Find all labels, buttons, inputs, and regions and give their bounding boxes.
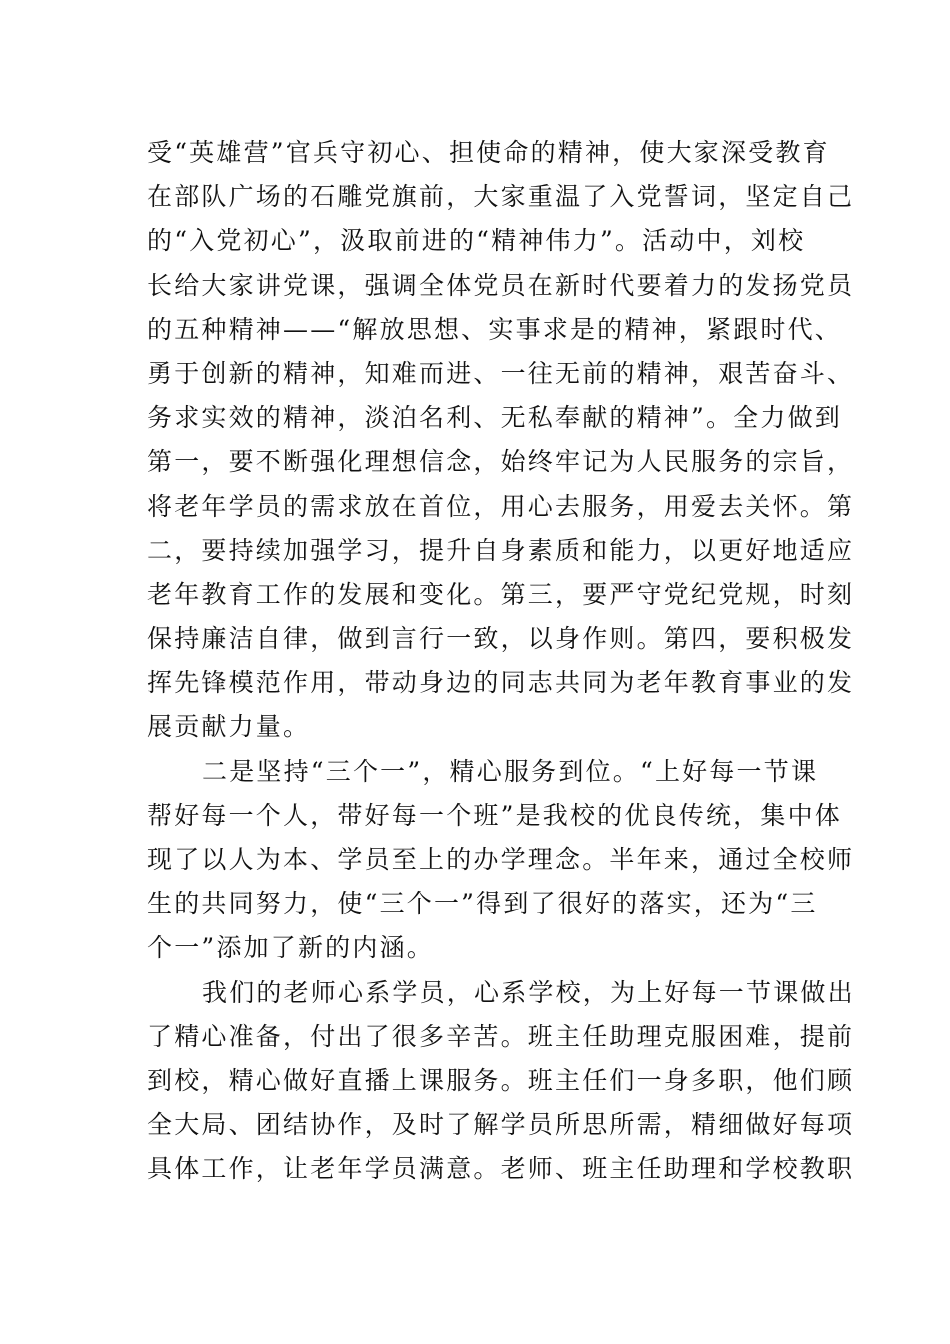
text-line: 务求实效的精神，淡泊名利、无私奉献的精神”。全力做到 xyxy=(147,403,842,433)
text-line: 到校，精心做好直播上课服务。班主任们一身多职，他们顾 xyxy=(147,1065,855,1095)
text-line: 的“入党初心”，汲取前进的“精神伟力”。活动中，刘校 xyxy=(147,226,806,256)
text-line: 个一”添加了新的内涵。 xyxy=(147,933,434,963)
text-line: 帮好每一个人，带好每一个班”是我校的优良传统，集中体 xyxy=(147,800,842,830)
text-line: 第一，要不断强化理想信念，始终牢记为人民服务的宗旨， xyxy=(147,447,855,477)
text-line: 勇于创新的精神，知难而进、一往无前的精神，艰苦奋斗、 xyxy=(147,358,855,388)
paragraph xyxy=(147,131,855,750)
text-line: 的五种精神——“解放思想、实事求是的精神，紧跟时代、 xyxy=(147,314,842,344)
text-line: 保持廉洁自律，做到言行一致，以身作则。第四，要积极发 xyxy=(147,624,855,654)
text-line: 了精心准备，付出了很多辛苦。班主任助理克服困难，提前 xyxy=(147,1021,855,1051)
body-text xyxy=(147,131,855,1192)
text-line: 挥先锋模范作用，带动身边的同志共同为老年教育事业的发 xyxy=(147,668,855,698)
text-line: 将老年学员的需求放在首位，用心去服务，用爱去关怀。第 xyxy=(147,491,855,521)
text-line: 二，要持续加强学习，提升自身素质和能力，以更好地适应 xyxy=(147,535,855,565)
text-line: 我们的老师心系学员，心系学校，为上好每一节课做出 xyxy=(202,977,855,1007)
text-line: 生的共同努力，使“三个一”得到了很好的落实，还为“三 xyxy=(147,889,818,919)
text-line: 长给大家讲党课，强调全体党员在新时代要着力的发扬党员 xyxy=(147,270,855,300)
text-line: 受“英雄营”官兵守初心、担使命的精神，使大家深受教育 xyxy=(147,138,830,167)
text-line: 现了以人为本、学员至上的办学理念。半年来，通过全校师 xyxy=(147,845,855,874)
paragraph xyxy=(147,971,855,1192)
text-line: 具体工作，让老年学员满意。老师、班主任助理和学校教职 xyxy=(147,1154,855,1184)
text-line: 二是坚持“三个一”，精心服务到位。“上好每一节课 xyxy=(202,756,819,786)
text-line: 老年教育工作的发展和变化。第三，要严守党纪党规，时刻 xyxy=(147,579,855,609)
text-line: 展贡献力量。 xyxy=(147,712,311,742)
text-line: 在部队广场的石雕党旗前，大家重温了入党誓词，坚定自己 xyxy=(147,182,855,212)
text-line: 全大局、团结协作，及时了解学员所思所需，精细做好每项 xyxy=(147,1110,855,1140)
paragraph xyxy=(147,750,855,971)
